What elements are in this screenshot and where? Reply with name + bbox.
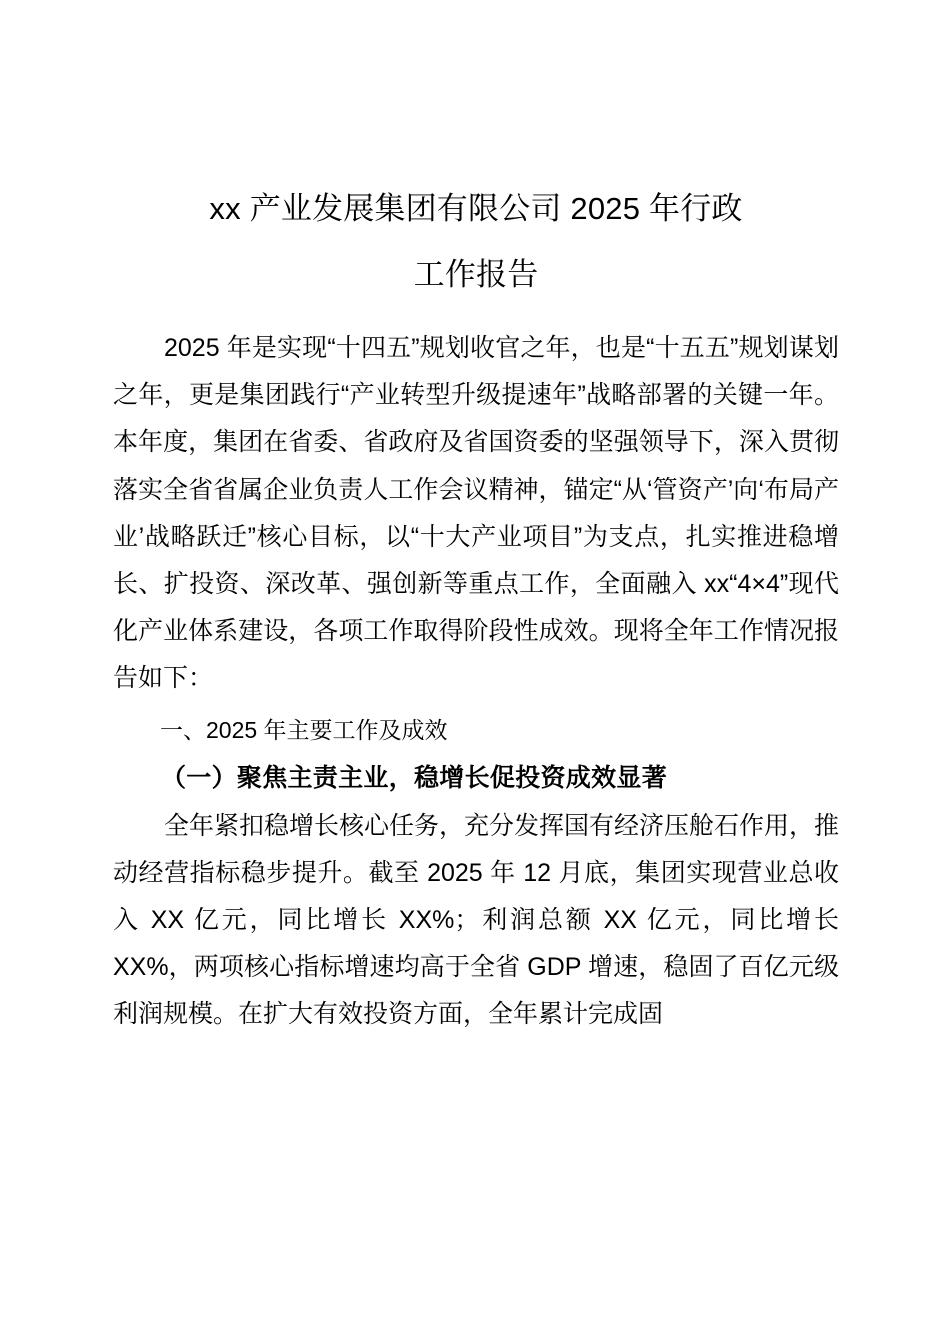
document-content (113, 0, 839, 1039)
intro-paragraph: 2025 年是实现“十四五”规划收官之年，也是“十五五”规划谋划之年，更是集团践行“产业转型升级提速年”战略部署的关键一年。本年度，集团在省委、省政府及省国资委的坚强领导下，深入贯彻落实全省省属企业负责人工作会议精神，锚定“从‘管资产’向‘布局产业’战略跃迁”核心目标，以“十大产业项目”为支点，扎实推进稳增长、扩投资、深改革、强创新等重点工作，全面融入 xx“4×4”现代化产业体系建设，各项工作取得阶段性成效。现将全年工作情况报告如下： (113, 334, 839, 693)
heading-level-2-section-one: （一）聚焦主责主业，稳增长促投资成效显著 (161, 763, 668, 792)
heading-level-1-main-work: 一、2025 年主要工作及成效 (160, 716, 448, 743)
document-title-line-1: xx 产业发展集团有限公司 2025 年行政 (209, 191, 743, 226)
section-one-body-paragraph: 全年紧扣稳增长核心任务，充分发挥国有经济压舱石作用，推动经营指标稳步提升。截至 2025 年 12 月底，集团实现营业总收入 XX 亿元，同比增长 XX%；利润总额 XX 亿元，同比增长 XX%，两项核心指标增速均高于全省 GDP 增速，稳固了百亿元级利润规模。在扩大有效投资方面，全年累计完成固 (113, 811, 840, 1029)
document-title-line-2: 工作报告 (413, 257, 539, 292)
document-title (113, 0, 839, 308)
